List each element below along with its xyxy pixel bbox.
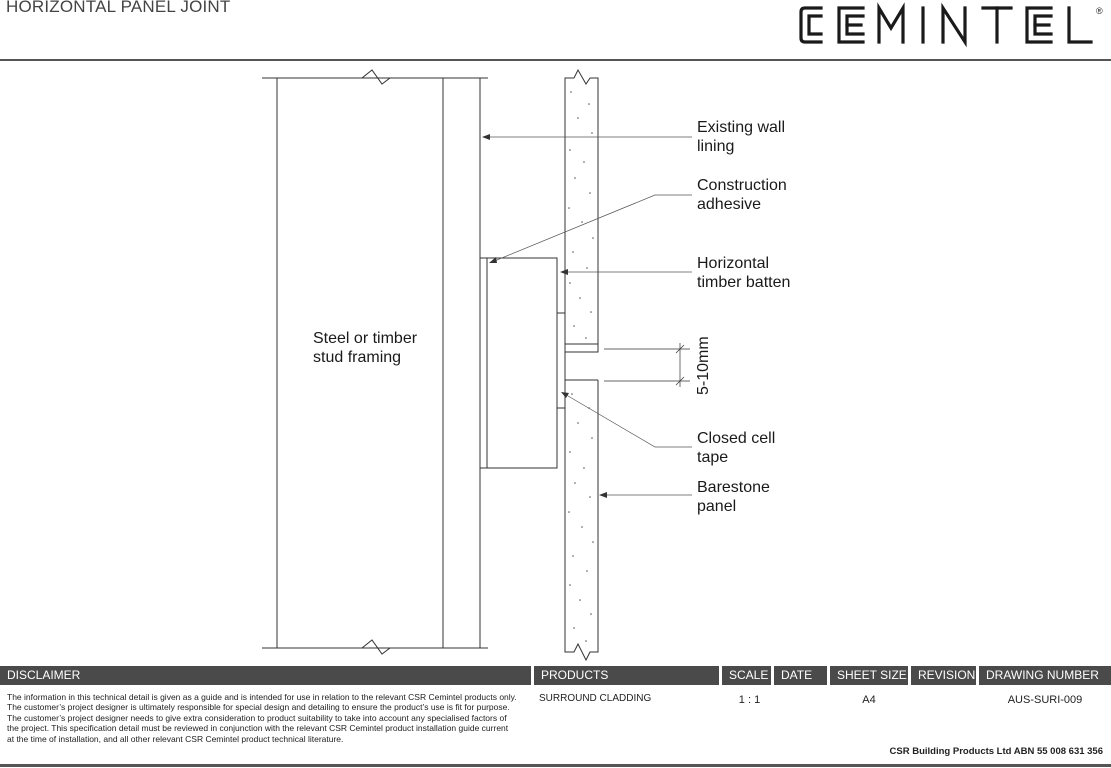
header-scale: SCALE bbox=[722, 666, 771, 685]
drawing-number-value: AUS-SURI-009 bbox=[1007, 694, 1083, 706]
break-line-top bbox=[262, 70, 488, 84]
construction-adhesive bbox=[480, 258, 487, 468]
existing-wall-lining bbox=[443, 78, 480, 648]
header-products: PRODUCTS bbox=[534, 666, 719, 685]
leader-closed-cell-tape bbox=[563, 393, 692, 447]
sheet-size-value: A4 bbox=[862, 694, 876, 706]
lower-panel bbox=[565, 380, 598, 660]
label-stud-framing: Steel or timber stud framing bbox=[313, 330, 418, 366]
header-sheet-size: SHEET SIZE bbox=[830, 666, 908, 685]
label-horizontal-timber-batten: Horizontal timber batten bbox=[697, 255, 791, 291]
label-barestone-panel: Barestone panel bbox=[697, 479, 770, 515]
disclaimer-text: The information in this technical detail is given as a guide and is intended for use in relation to the relevant CSR Cemintel products only. The customer’s project designer is ultimately responsible for special design and detailing to ensure the product’s use is fit for purpose. The customer’s project designer needs to give extra consideration to product suitability to take into account any specialised factors of the project. This specification detail must be reviewed in conjunction with the relevant CSR Cemintel product installation guide current at the time of installation, and all other relevant CSR Cemintel product technical literature. bbox=[7, 692, 517, 744]
header-disclaimer: DISCLAIMER bbox=[0, 666, 531, 685]
upper-panel bbox=[565, 70, 598, 352]
drawing-title: HORIZONTAL PANEL JOINT bbox=[6, 0, 231, 16]
company-abn: CSR Building Products Ltd ABN 55 008 631 356 bbox=[889, 746, 1103, 757]
timber-batten bbox=[487, 258, 557, 468]
label-existing-wall-lining: Existing wall lining bbox=[697, 119, 786, 155]
panel-texture bbox=[568, 91, 594, 642]
leader-construction-adhesive bbox=[492, 195, 692, 262]
label-closed-cell-tape: Closed cell tape bbox=[697, 430, 776, 466]
footer-divider bbox=[0, 764, 1111, 767]
scale-value: 1 : 1 bbox=[738, 694, 761, 706]
header-date: DATE bbox=[774, 666, 827, 685]
gap-dimension-label: 5-10mm bbox=[695, 336, 712, 395]
header-revision: REVISION bbox=[911, 666, 976, 685]
registered-mark: ® bbox=[1096, 6, 1103, 16]
label-construction-adhesive: Construction adhesive bbox=[697, 177, 787, 213]
header-drawing-number: DRAWING NUMBER bbox=[979, 666, 1111, 685]
break-line-bottom bbox=[262, 640, 488, 654]
products-value: SURROUND CLADDING bbox=[539, 693, 652, 704]
upper-panel-edge bbox=[565, 344, 598, 352]
